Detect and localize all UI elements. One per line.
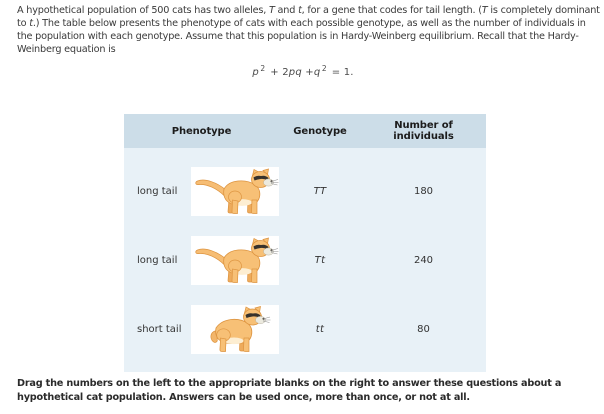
eq-operator: + [301, 67, 314, 78]
eq-p-exponent: 2 [260, 64, 266, 73]
eq-q-exponent: 2 [321, 64, 327, 73]
table-row [124, 226, 486, 295]
eq-q: q [313, 67, 321, 78]
genotype-table [124, 114, 486, 372]
table-header-row [124, 114, 486, 148]
phenotype-label: long tail [137, 255, 178, 266]
phenotype-label: long tail [137, 186, 178, 197]
individual-count: 80 [417, 324, 430, 335]
hardy-weinberg-equation [17, 64, 589, 78]
intro-text: , for a gene that codes for tail length. ( [301, 5, 482, 16]
column-header-number-of-individuals: Number of individuals [393, 119, 454, 142]
allele-t: t [29, 18, 33, 29]
genotype-value: TT [313, 186, 327, 197]
allele-T: T [268, 5, 275, 16]
eq-equals-one: = 1. [328, 67, 354, 78]
allele-T: T [481, 5, 488, 16]
long-tail-cat-image [191, 236, 279, 285]
intro-text: and [274, 5, 299, 16]
eq-operator: + 2 [266, 67, 289, 78]
column-header-genotype: Genotype [293, 125, 347, 137]
intro-paragraph [17, 4, 603, 56]
table-row [124, 157, 486, 226]
intro-text: is completely dominant to [17, 5, 600, 29]
eq-pq: pq [288, 67, 302, 78]
genotype-value: tt [315, 324, 325, 335]
drag-instruction: Drag the numbers on the left to the appropriate blanks on the right to answer these questions about a hypothetical cat population. Answers can be used once, more than once, or not at all. [17, 378, 562, 403]
individual-count: 180 [413, 186, 434, 197]
genotype-value: Tt [314, 255, 326, 266]
eq-p: p [252, 67, 259, 78]
table-body [124, 148, 486, 372]
phenotype-label: short tail [137, 324, 182, 335]
intro-text: A hypothetical population of 500 cats has two alleles, [17, 5, 269, 16]
intro-text: .) The table below presents the phenotype of cats with each possible genotype, as well as the number of individuals in the population with each genotype. Assume that this population is in Hardy-Weinberg equilibrium. Recall that the Hardy-Weinberg equation is [17, 18, 586, 55]
individual-count: 240 [413, 255, 434, 266]
table-row [124, 295, 486, 364]
column-header-phenotype: Phenotype [171, 125, 232, 137]
short-tail-cat-image [191, 305, 279, 354]
allele-t: t [298, 5, 302, 16]
long-tail-cat-image [191, 167, 279, 216]
